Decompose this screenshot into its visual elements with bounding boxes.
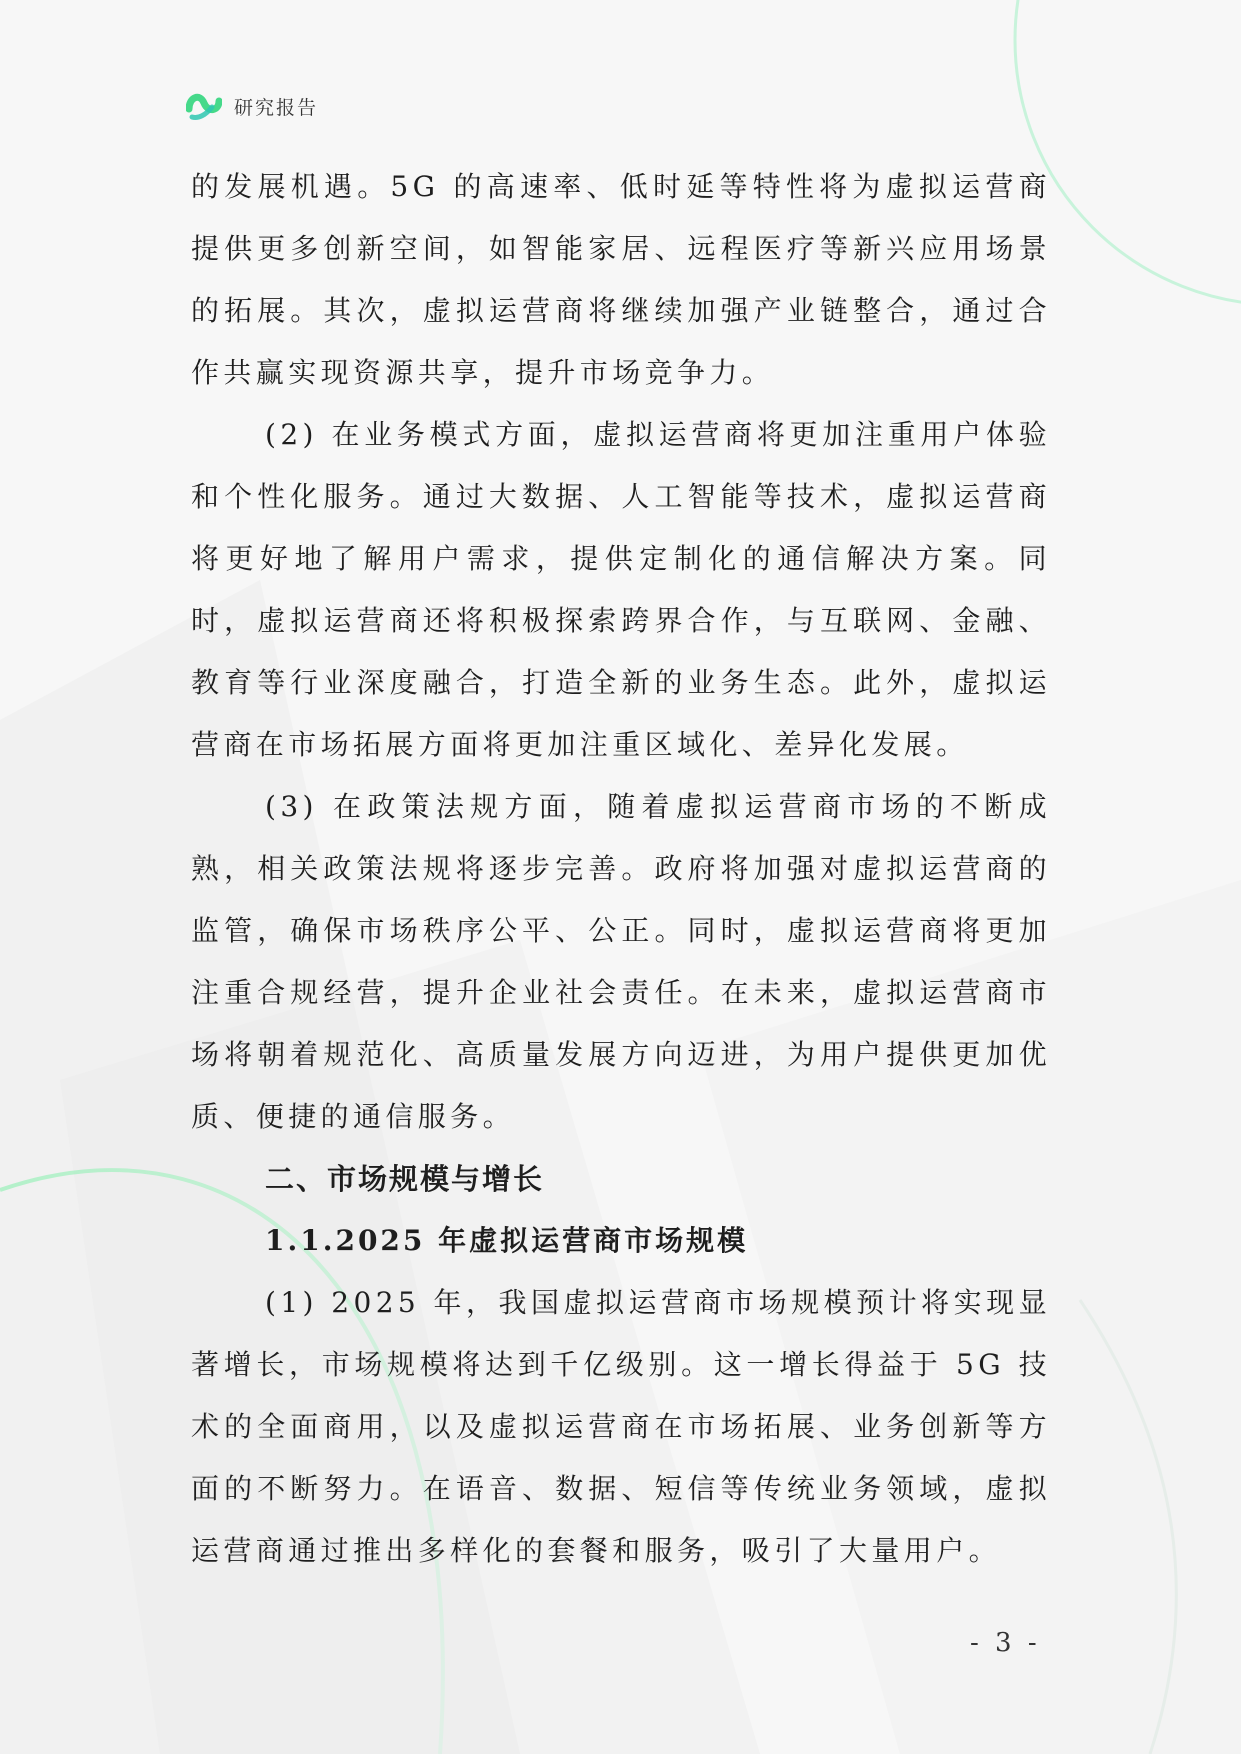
header-label: 研究报告 (234, 96, 319, 119)
section-heading: 二、市场规模与增长 (265, 1162, 545, 1196)
subsection-heading: 1.1.2025 年虚拟运营商市场规模 (265, 1224, 749, 1257)
page-header (186, 86, 318, 126)
paragraph-continuation: 的发展机遇。5G 的高速率、低时延等特性将为虚拟运营商提供更多创新空间，如智能家居、远程医疗等新兴应用场景的拓展。其次，虚拟运营商将继续加强产业链整合，通过合作共赢实现资源共享，提升市场竞争力。 (191, 170, 1051, 389)
paragraph-market-size: (1) 2025 年，我国虚拟运营商市场规模预计将实现显著增长，市场规模将达到千亿级别。这一增长得益于 5G 技术的全面商用，以及虚拟运营商在市场拓展、业务创新等方面的不断努力。在语音、数据、短信等传统业务领域，虚拟运营商通过推出多样化的套餐和服务，吸引了大量用户。 (191, 1286, 1051, 1567)
page-number: - 3 - (970, 1628, 1041, 1658)
document-body (191, 156, 1051, 1582)
paragraph-policy: (3) 在政策法规方面，随着虚拟运营商市场的不断成熟，相关政策法规将逐步完善。政府将加强对虚拟运营商的监管，确保市场秩序公平、公正。同时，虚拟运营商将更加注重合规经营，提升企业社会责任。在未来，虚拟运营商市场将朝着规范化、高质量发展方向迈进，为用户提供更加优质、便捷的通信服务。 (191, 790, 1051, 1133)
paragraph-business-model: (2) 在业务模式方面，虚拟运营商将更加注重用户体验和个性化服务。通过大数据、人工智能等技术，虚拟运营商将更好地了解用户需求，提供定制化的通信解决方案。同时，虚拟运营商还将积极探索跨界合作，与互联网、金融、教育等行业深度融合，打造全新的业务生态。此外，虚拟运营商在市场拓展方面将更加注重区域化、差异化发展。 (191, 418, 1051, 761)
green-swirl-logo-icon (186, 89, 222, 123)
